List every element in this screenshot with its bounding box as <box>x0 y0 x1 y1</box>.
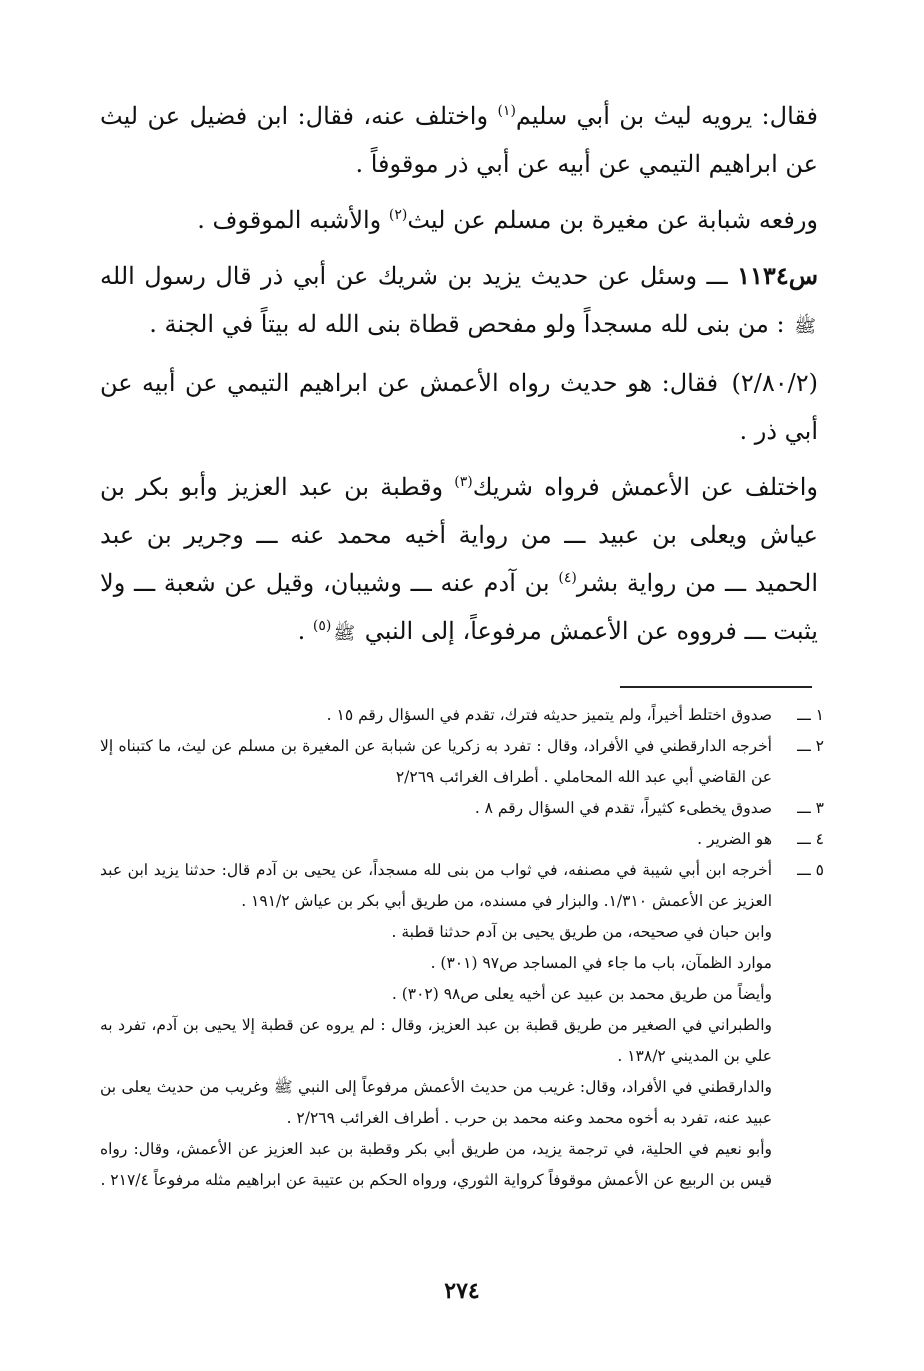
footnote-4 <box>100 824 824 855</box>
footnote-number: ٢ ـــ <box>797 737 824 755</box>
text-run: ورفعه شبابة عن مغيرة بن مسلم عن ليث <box>407 206 818 234</box>
footnote-number: ٤ ـــ <box>797 830 824 848</box>
paragraph-2 <box>100 196 818 244</box>
paragraph-1 <box>100 92 818 188</box>
text-run: فقال: هو حديث رواه الأعمش عن ابراهيم التيمي عن أبيه عن أبي ذر . <box>100 369 818 445</box>
text-run: واختلف عنه، فقال: ابن فضيل عن ليث عن ابراهيم التيمي عن أبيه عن أبي ذر موقوفاً . <box>100 102 818 178</box>
footnote-text: وابن حبان في صحيحه، من طريق يحيى بن آدم حدثنا قطبة . <box>391 923 772 941</box>
footnote-2 <box>100 731 824 793</box>
footnote-text: صدوق يخطىء كثيراً، تقدم في السؤال رقم ٨ . <box>474 799 772 817</box>
salawat-symbol-icon: ﷺ <box>333 623 356 644</box>
salawat-symbol-icon: ﷺ <box>794 316 816 337</box>
footnote-text: هو الضرير . <box>697 830 772 848</box>
footnote-3 <box>100 793 824 824</box>
footnote-ref: (٣) <box>454 474 473 490</box>
footnote-number: ١ ـــ <box>797 706 824 724</box>
footnote-5 <box>100 855 824 1196</box>
text-run: : من بنى لله مسجداً ولو مفحص قطاة بنى الله له بيتاً في الجنة . <box>149 310 793 338</box>
question-number: س١١٣٤ <box>737 261 818 290</box>
footnote-ref: (٤) <box>558 570 577 586</box>
footnote-number: ٣ ـــ <box>797 799 824 817</box>
footnote-ref: (١) <box>497 103 516 119</box>
text-run: واختلف عن الأعمش فرواه شريك <box>472 473 818 501</box>
footnote-text: صدوق اختلط أخيراً، ولم يتميز حديثه فترك، تقدم في السؤال رقم ١٥ . <box>326 706 772 724</box>
answer-paragraph <box>100 359 818 455</box>
footnote-text: والدارقطني في الأفراد، وقال: غريب من حديث الأعمش مرفوعاً إلى النبي ﷺ وغريب من حديث يعلى بن عبيد عنه، تفرد به أخوه محمد وعنه محمد بن حرب . أطراف الغرائب ٢/٢٦٩ . <box>100 1078 772 1127</box>
footnotes <box>100 700 824 1196</box>
text-run: بن آدم عنه ـــ وشيبان، وقيل عن شعبة ـــ ولا يثبت ـــ فرووه عن الأعمش مرفوعاً، إلى النبي <box>100 569 818 645</box>
footnote-ref: (٢) <box>388 207 408 223</box>
footnote-text: وأبو نعيم في الحلية، في ترجمة يزيد، من طريق أبي بكر وقطبة بن عبد العزيز عن الأعمش، وقال: رواه قيس بن الربيع عن الأعمش موقوفاً كرواية الثوري، ورواه الحكم بن عتيبة عن ابراهيم مثله مرفوعاً ٢١٧/٤ . <box>100 1140 772 1189</box>
footnote-text: أخرجه الدارقطني في الأفراد، وقال : تفرد به زكريا عن شبابة عن المغيرة بن مسلم عن ليث، ما كتبناه إلا عن القاضي أبي عبد الله المحاملي . أطراف الغرائب ٢/٢٦٩ <box>100 737 772 786</box>
text-run: والأشبه الموقوف . <box>197 206 389 234</box>
page-number: ٢٧٤ <box>444 1278 480 1304</box>
text-run: فقال: يرويه ليث بن أبي سليم <box>515 102 818 130</box>
footnote-text: والطبراني في الصغير من طريق قطبة بن عبد العزيز، وقال : لم يروه عن قطبة إلا يحيى بن آدم، تفرد به علي بن المديني ١٣٨/٢ . <box>100 1016 772 1065</box>
footnote-text: وأيضاً من طريق محمد بن عبيد عن أخيه يعلى ص٩٨ (٣٠٢) . <box>391 985 772 1003</box>
paragraph-5 <box>100 463 818 658</box>
footnote-number: ٥ ـــ <box>797 861 824 879</box>
text-run: ـــ وسئل عن حديث يزيد بن شريك عن أبي ذر قال رسول الله <box>100 262 738 290</box>
manuscript-reference: (٢/٨٠/٢) <box>731 369 818 397</box>
question-paragraph <box>100 252 818 351</box>
footnote-separator <box>620 686 812 688</box>
main-text <box>100 92 818 666</box>
footnote-ref: (٥) <box>312 618 332 634</box>
text-run: . <box>297 617 313 645</box>
text-run: وقطبة بن عبد العزيز وأبو بكر بن عياش ويعلى بن عبيد ـــ من رواية أخيه محمد عنه ـــ وجرير بن عبد الحميد ـــ من رواية بشر <box>100 473 818 597</box>
footnote-1 <box>100 700 824 731</box>
footnote-text: موارد الظمآن، باب ما جاء في المساجد ص٩٧ (٣٠١) . <box>430 954 772 972</box>
footnote-text: أخرجه ابن أبي شيبة في مصنفه، في ثواب من بنى لله مسجداً، عن يحيى بن آدم قال: حدثنا يزيد ابن عبد العزيز عن الأعمش ١/٣١٠. والبزار في مسنده، من طريق أبي بكر بن عياش ١٩١/٢ . <box>100 861 772 910</box>
